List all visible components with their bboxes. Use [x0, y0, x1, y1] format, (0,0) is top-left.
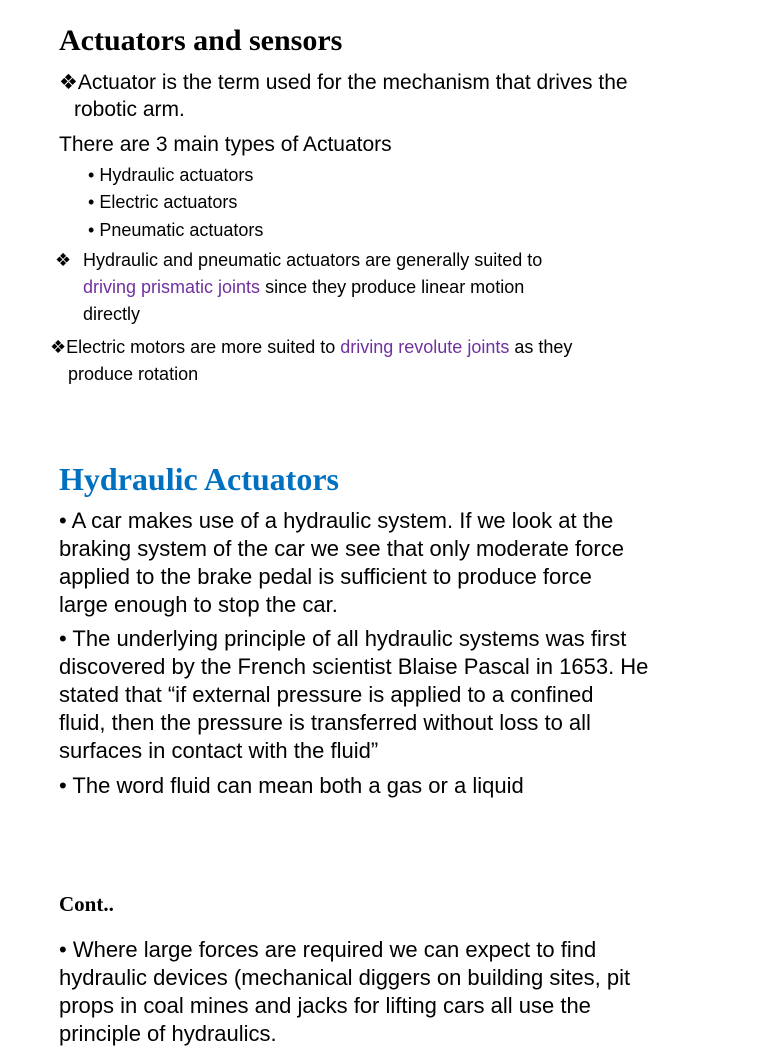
slide3-p1-line3: props in coal mines and jacks for lifting cars all use the — [59, 993, 591, 1018]
list-item-label: Pneumatic actuators — [99, 220, 264, 240]
bullet3-start: Electric motors are more suited to — [66, 337, 341, 357]
slide2-p1-line3: applied to the brake pedal is sufficient to produce force — [59, 564, 592, 589]
slide3-title: Cont.. — [59, 892, 114, 916]
bullet3-end: as they — [509, 337, 573, 357]
slide3-p1-line1: • Where large forces are required we can expect to find — [59, 937, 597, 962]
diamond-bullet-icon: ❖ — [55, 250, 72, 271]
slide1-title: Actuators and sensors — [59, 24, 343, 57]
slide3-p1-line2: hydraulic devices (mechanical diggers on building sites, pit — [59, 965, 631, 990]
bullet-icon: • — [88, 220, 95, 240]
slide2-p3-line1: • The word fluid can mean both a gas or a liquid — [59, 773, 524, 798]
slide1-bullet1-line1 — [59, 68, 628, 97]
slide2-p2-line5: surfaces in contact with the fluid” — [59, 738, 379, 763]
slide2-p1-line4: large enough to stop the car. — [59, 592, 338, 617]
actuator-type-hydraulic — [88, 162, 253, 189]
slide2-p1-line1: • A car makes use of a hydraulic system. If we look at the — [59, 508, 614, 533]
diamond-bullet-icon: ❖ — [59, 70, 78, 94]
slide1-bullet2-line2 — [83, 274, 524, 301]
actuator-type-electric — [88, 189, 237, 216]
highlight-revolute: driving revolute joints — [340, 337, 510, 357]
slide2-p2-line3: stated that “if external pressure is applied to a confined — [59, 682, 594, 707]
bullet2-rest: since they produce linear motion — [260, 277, 525, 297]
slide2-p2-line2: discovered by the French scientist Blaise Pascal in 1653. He — [59, 654, 649, 679]
slide2-title: Hydraulic Actuators — [59, 461, 339, 497]
slide1-bullet3-line1 — [50, 334, 572, 361]
slide1-bullet2-line3: directly — [83, 304, 141, 324]
diamond-bullet-icon: ❖ — [50, 337, 67, 358]
list-item-label: Electric actuators — [99, 192, 238, 212]
highlight-prismatic: driving prismatic joints — [83, 277, 261, 297]
slide1-bullet3-line2: produce rotation — [68, 364, 199, 384]
bullet-icon: • — [88, 192, 95, 212]
list-item-label: Hydraulic actuators — [99, 165, 254, 185]
bullet1-text: Actuator is the term used for the mechanism that drives the — [77, 71, 628, 94]
slide2-p2-line4: fluid, then the pressure is transferred without loss to all — [59, 710, 591, 735]
slide1-bullet2-line1: Hydraulic and pneumatic actuators are generally suited to — [83, 250, 543, 270]
bullet-icon: • — [88, 165, 95, 185]
slide2-p2-line1: • The underlying principle of all hydraulic systems was first — [59, 626, 627, 651]
slide2-p1-line2: braking system of the car we see that only moderate force — [59, 536, 624, 561]
slide1-bullet1-line2: robotic arm. — [74, 98, 185, 121]
actuator-type-pneumatic — [88, 217, 263, 244]
slide3-p1-line4: principle of hydraulics. — [59, 1021, 277, 1046]
actuator-types-intro: There are 3 main types of Actuators — [59, 133, 392, 156]
